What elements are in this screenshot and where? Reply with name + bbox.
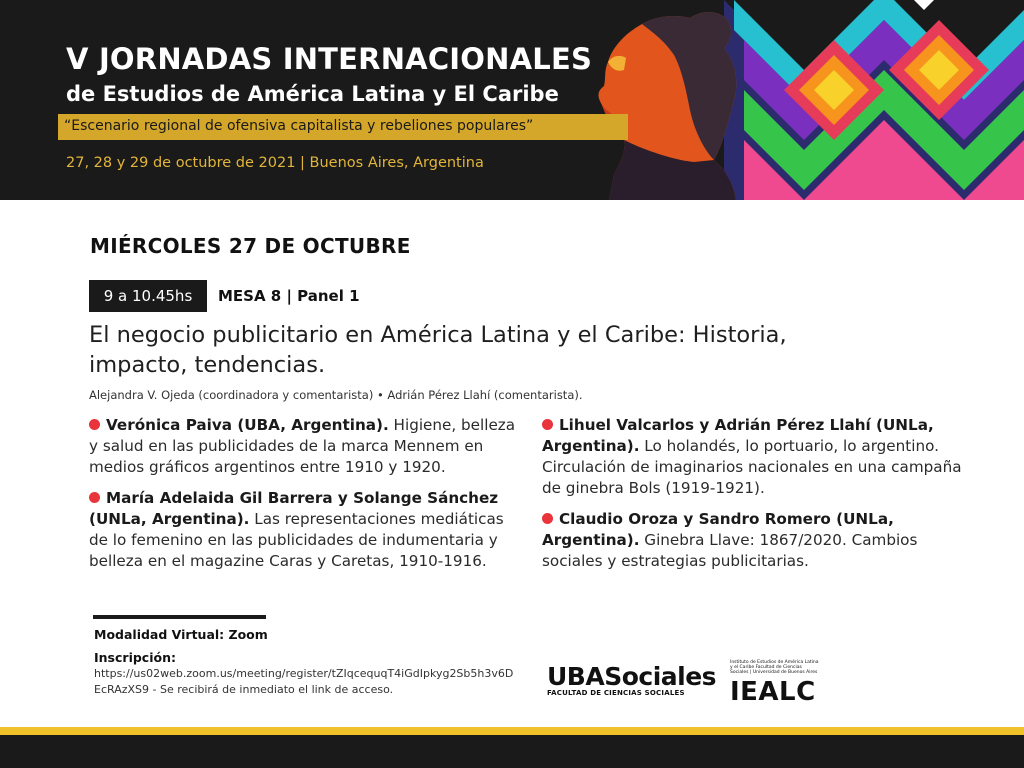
iealc-logo-text: IEALC	[730, 677, 816, 707]
session-title: El negocio publicitario en América Latina y el Caribe: Historia, impacto, tendencias.	[89, 322, 787, 378]
bullet-dot-icon	[542, 419, 553, 430]
presentations-left-column	[89, 415, 524, 582]
presentation-item	[542, 415, 972, 499]
modality-label: Modalidad Virtual: Zoom	[94, 627, 268, 642]
registration-link[interactable]: https://us02web.zoom.us/meeting/register/tZIqcequqT4iGdIpkyg2Sb5h3v6DEcRAzXS9 - Se recibirá de inmediato el link de acceso.	[94, 667, 514, 696]
presentation-text: Ginebra Llave: 1867/2020. Cambios sociales y estrategias publicitarias.	[542, 531, 918, 570]
uba-sociales-logo	[547, 662, 716, 697]
presentation-text: Higiene, belleza y salud en las publicidades de la marca Mennem en medios gráficos argentinos entre 1910 y 1920.	[89, 416, 516, 476]
event-dates: 27, 28 y 29 de octubre de 2021 | Buenos Aires, Argentina	[66, 155, 484, 171]
bullet-dot-icon	[542, 513, 553, 524]
session-time-badge: 9 a 10.45hs	[89, 280, 207, 312]
header-banner	[0, 0, 1024, 200]
footer-accent-line	[0, 727, 1024, 735]
session-coordinators: Alejandra V. Ojeda (coordinadora y comentarista) • Adrián Pérez Llahí (comentarista).	[89, 388, 583, 402]
presentations-right-column	[542, 415, 972, 582]
session-mesa: MESA 8 | Panel 1	[218, 287, 360, 305]
presentation-text: Las representaciones mediáticas de lo femenino en las publicidades de indumentaria y belleza en el magazine Caras y Caretas, 1910-1916.	[89, 510, 504, 570]
registration-label: Inscripción:	[94, 650, 176, 665]
presentation-text: Lo holandés, lo portuario, lo argentino. Circulación de imaginarios nacionales en una campaña de ginebra Bols (1919-1921).	[542, 437, 962, 497]
presentation-authors: Verónica Paiva (UBA, Argentina).	[106, 416, 389, 434]
artwork-woman-pattern	[594, 0, 1024, 200]
footer-bar	[0, 735, 1024, 768]
bullet-dot-icon	[89, 492, 100, 503]
iealc-logo	[730, 660, 820, 707]
presentation-item	[89, 415, 524, 478]
divider-line	[93, 615, 266, 619]
session-day: MIÉRCOLES 27 DE OCTUBRE	[90, 234, 411, 258]
presentation-authors: Lihuel Valcarlos y Adrián Pérez Llahí (UNLa, Argentina).	[542, 416, 934, 455]
bullet-dot-icon	[89, 419, 100, 430]
event-theme: “Escenario regional de ofensiva capitalista y rebeliones populares”	[64, 118, 534, 134]
presentation-item	[89, 488, 524, 572]
uba-logo-text: UBASociales	[547, 662, 717, 691]
event-title: V JORNADAS INTERNACIONALES	[66, 42, 593, 76]
presentation-authors: Claudio Oroza y Sandro Romero (UNLa, Argentina).	[542, 510, 894, 549]
presentation-item	[542, 509, 972, 572]
event-subtitle: de Estudios de América Latina y El Caribe	[66, 82, 559, 106]
presentation-authors: María Adelaida Gil Barrera y Solange Sánchez (UNLa, Argentina).	[89, 489, 499, 528]
uba-logo-subtext: FACULTAD DE CIENCIAS SOCIALES	[547, 689, 685, 697]
iealc-logo-subtext: Instituto de Estudios de América Latina y el Caribe Facultad de Ciencias Sociales | Universidad de Buenos Aires	[730, 660, 819, 675]
